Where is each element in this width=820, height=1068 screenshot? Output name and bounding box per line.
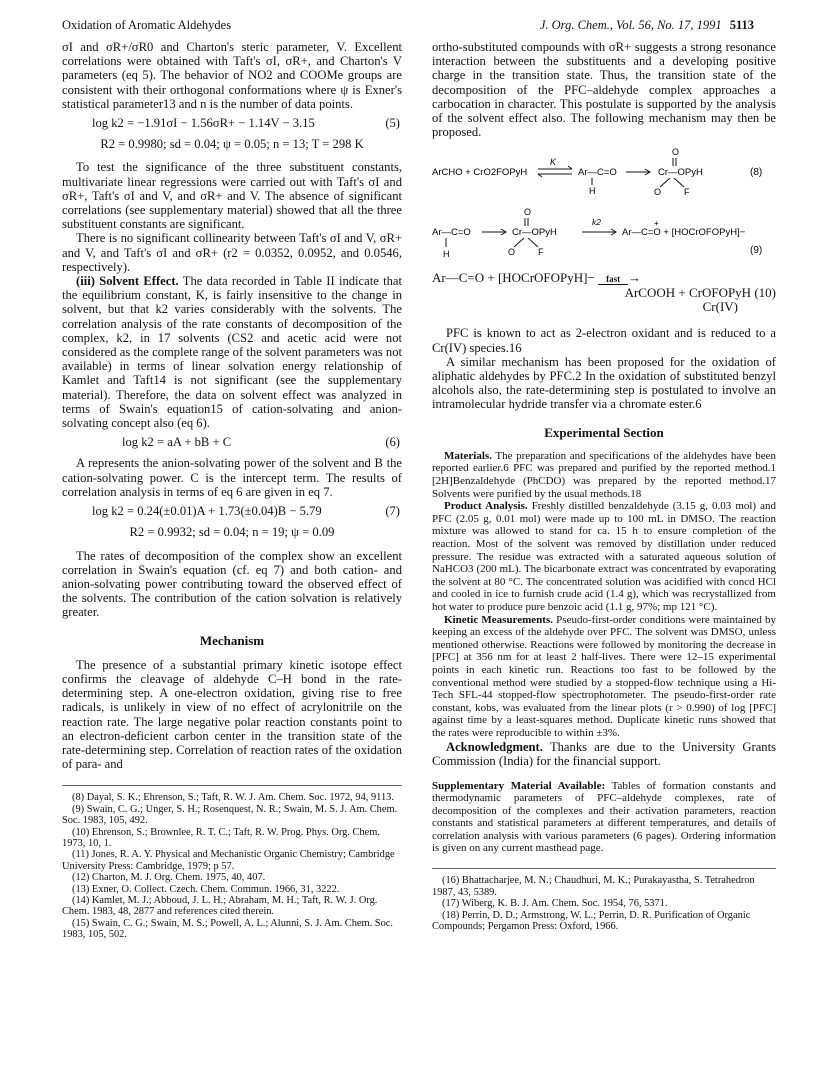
reference: (14) Kamlet, M. J.; Abboud, J. L. H.; Abraham, M. H.; Taft, R. W. J. Org. Chem. 1983, 48, 2877 and references cited therein.: [62, 895, 378, 918]
paragraph: A similar mechanism has been proposed for the oxidation of aliphatic aldehydes by PFC.2 In the oxidation of substituted benzyl alcohols also, the rate-determining step is postulated to involve an intramolecular hydride transfer via a chromate ester.6: [432, 354, 776, 412]
equation-10-line-1: Ar—C=O + [HOCrOFOPyH]− fast →: [432, 270, 642, 286]
fluoride-label: F: [538, 247, 544, 258]
scheme-8-drawing: [432, 147, 776, 199]
equation-6: [62, 435, 402, 449]
supplementary-heading: Supplementary Material Available:: [432, 779, 606, 792]
oxygen-label: O: [508, 247, 516, 258]
reference: (8) Dayal, S. K.; Ehrenson, S.; Taft, R. W. J. Am. Chem. Soc. 1972, 94, 9113.: [72, 792, 394, 804]
subsection-heading: Materials.: [444, 449, 492, 462]
scheme-reactant: Ar—C=O: [432, 227, 471, 239]
paragraph: σI and σR+/σR0 and Charton's steric parameter, V. Excellent correlations were obtained with Taft's σI, σR+, and Charton's V parameters (eq 5). The behavior of NO2 and COOMe groups are consistent with their orthogonal conformations where ψ is Exner's statistical parameter13 and n is the number of data points.: [62, 40, 402, 111]
left-column: [62, 40, 402, 941]
reference: (12) Charton, M. J. Org. Chem. 1975, 40, 407.: [72, 872, 266, 884]
oxo-label: O: [524, 207, 532, 218]
chromium-center: Cr—OPyH: [512, 227, 557, 239]
equation-number: (9): [750, 245, 763, 257]
rate-constant-label: k2: [592, 217, 601, 228]
oxygen-label: O: [654, 187, 662, 198]
scheme-products: Ar—C=O + [HOCrOFOPyH]−: [622, 227, 746, 239]
paragraph: The rates of decomposition of the complex show an excellent correlation in Swain's equation (cf. eq 7) and both cation- and anion-solvating power contributing toward the observed effect of the solvents. The contribution of the cation solvation is relatively greater.: [62, 548, 402, 620]
equation-text: log k2 = 0.24(±0.01)A + 1.73(±0.04)B − 5.79: [92, 504, 322, 519]
reference: (9) Swain, C. G.; Unger, S. H.; Rosenquest, N. R.; Swain, M. S. J. Am. Chem. Soc. 1983, 105, 492.: [62, 803, 398, 827]
reference: (15) Swain, C. G.; Swain, M. S.; Powell, A. L.; Alunni, S. J. Am. Chem. Soc. 1983, 105, 502.: [62, 917, 393, 941]
reference: (10) Ehrenson, S.; Brownlee, R. T. C.; Taft, R. W. Prog. Phys. Org. Chem. 1973, 10, 1.: [62, 826, 380, 849]
equation-number: (5): [385, 116, 400, 131]
reference: (11) Jones, R. A. Y. Physical and Mechanistic Organic Chemistry; Cambridge University Press: Cambridge, 1979; p 57.: [62, 849, 395, 872]
fluoride-label: F: [684, 187, 690, 198]
paragraph: [432, 450, 776, 500]
page-number: 5113: [729, 18, 754, 32]
equation-text: log k2 = −1.91σI − 1.56σR+ − 1.14V − 3.15: [92, 116, 315, 131]
paragraph-text: Pseudo-first-order conditions were maintained by keeping an excess of the aldehyde over PFC. The solvent was DMSO, unless mentioned otherwise. Reactions were followed by monitoring the decrease in [PFC] at 356 nm for at least 2 half-lives. There were 12–15 experimental points in each kinetic run. Reactions too fast to be followed by the conventional method were studied by a stopped-flow technique using a Hi-Tech SFL-44 stopped-flow spectrophotometer. The pseudo-first-order rate constant, kobs, was evaluated from the linear plots (r > 0.990) of log [PFC] against time by a least-squares method. Duplicate kinetic runs showed that the rates were reproducible to within ±3%.: [432, 613, 776, 739]
paragraph: [62, 274, 402, 430]
paragraph: [432, 500, 776, 613]
equation-10: [432, 271, 776, 314]
running-head-journal: [540, 18, 754, 33]
reaction-scheme-8: [432, 147, 776, 199]
scheme-reactants: ArCHO + CrO2FOPyH: [432, 167, 528, 179]
paragraph: A represents the anion-solvating power of the solvent and B the cation-solvating power. C is the intercept term. The results of correlation analysis in terms of eq 6 are given in eq 7.: [62, 456, 402, 499]
paragraph-text: Freshly distilled benzaldehyde (3.15 g, 0.03 mol) and PFC (2.05 g, 0.01 mol) were made up to 100 mL in DMSO. The reaction mixture was allowed to stand for ca. 15 h to ensure completion of the reaction. Most of the solvent was removed by distillation under reduced pressure. The residue was extracted with a saturated aqueous solution of NaHCO3 (200 mL). The bicarbonate extract was concentrated by evaporating the solvent at 80 °C. The concentrated solution was acidified with concd HCl and cooled in ice to furnish crude acid (1.4 g), which was recrystallized from hot water to produce pure benzoic acid (1.1 g, 97%; mp 121 °C).: [432, 500, 777, 613]
reaction-scheme-9: [432, 207, 776, 263]
supplementary-text: Tables of formation constants and thermodynamic parameters of PFC–aldehyde complexes, rate of decomposition of the complexes and their activation parameters, reaction constants and statistical parameters at different temperatures, and details of correlation analysis with various parameters (6 pages). Ordering information is given on any current masthead page.: [432, 779, 776, 854]
equation-10-line-3: Cr(IV): [702, 299, 738, 315]
paragraph: There is no significant collinearity between Taft's σI and V, σR+ and V, and Taft's σI and σR+ (r2 = 0.0352, 0.0952, and 0.0546, respectively).: [62, 231, 402, 274]
equation-number: (6): [385, 435, 400, 450]
paragraph-text: The data recorded in Table II indicate that the equilibrium constant, K, is fairly insensitive to the change in solvent, but that k2 varies considerably with the solvents. The correlation analysis of the rate constants of decomposition of the complex, k2, in 17 solvents (CS2 and acetic acid were not considered as the complete range of the solvent parameters was not available) in terms of linear solvation energy relationship of Kamlet and Taft14 is not significant (see the supplementary material). Therefore, the data on solvent effect was analyzed in terms of Swain's equation15 of cation-solvating and anion-solvating concept also (eq 6).: [62, 274, 402, 431]
equation-text: log k2 = aA + bB + C: [122, 435, 232, 450]
oxo-label: O: [672, 147, 680, 158]
footnote-references: [62, 785, 402, 940]
acknowledgment-heading: Acknowledgment.: [446, 739, 543, 754]
equilibrium-constant-label: K: [550, 157, 557, 168]
subsection-heading: Kinetic Measurements.: [444, 613, 553, 626]
equation-number: (7): [385, 504, 400, 519]
equation-5: [62, 116, 402, 130]
hydrogen-label: H: [443, 249, 450, 260]
acknowledgment-text: Thanks are due to the University Grants Commission (India) for the financial support.: [432, 739, 776, 768]
section-heading-mechanism: Mechanism: [199, 632, 265, 648]
equation-7-stats: R2 = 0.9932; sd = 0.04; n = 19; ψ = 0.09: [129, 525, 335, 540]
subsection-heading: (iii) Solvent Effect.: [76, 274, 179, 289]
equation-text: ArCOOH + CrOFOPyH: [624, 285, 752, 301]
paragraph: To test the significance of the three substituent constants, multivariate linear regressions were carried out with Taft's σI and σR+, Taft's σI and V, and σR+ and V. The absence of significant correlations (see supplementary material) showed that all the three substituent constants are significant.: [62, 160, 402, 232]
scheme-intermediate: Ar—C=O: [578, 167, 617, 179]
paragraph: [432, 614, 776, 740]
journal-citation: J. Org. Chem., Vol. 56, No. 17, 1991: [539, 18, 722, 32]
fast-arrow-label: fast: [598, 274, 628, 285]
paragraph: PFC is known to act as 2-electron oxidant and is reduced to a Cr(IV) species.16: [432, 326, 776, 355]
paragraph: The presence of a substantial primary kinetic isotope effect confirms the cleavage of aldehyde C–H bond in the rate-determining step. A one-electron oxidation, giving rise to free radicals, is unlikely in view of no effect of acrylonitrile on the reaction rate. The large negative polar reaction constants point to an electron-deficient carbon center in the transition state of the rate-determining step. Correlation of reaction rates of the oxidation of para- and: [62, 657, 402, 772]
reference: (18) Perrin, D. D.; Armstrong, W. L.; Perrin, D. R. Purification of Organic Compounds; Pergamon Press: Oxford, 1966.: [432, 909, 751, 932]
acknowledgment: [432, 740, 776, 768]
right-column: [432, 40, 776, 932]
equation-7: [62, 504, 402, 518]
reference: (13) Exner, O. Collect. Czech. Chem. Commun. 1966, 31, 3222.: [72, 883, 340, 895]
chromium-center: Cr—OPyH: [658, 167, 703, 179]
supplementary-material: [432, 780, 776, 854]
hydrogen-label: H: [589, 186, 596, 197]
equation-10-line-2: [432, 286, 776, 300]
equation-number: (8): [750, 167, 763, 179]
paragraph-text: The preparation and specifications of the aldehydes have been reported earlier.6 PFC was prepared and purified by the reported method.1 [2H]Benzaldehyde (PhCDO) was prepared by the reported method.17 Solvents were purified by the usual methods.18: [432, 449, 776, 500]
equation-5-stats: R2 = 0.9980; sd = 0.04; ψ = 0.05; n = 13; T = 298 K: [100, 137, 364, 152]
footnote-references: [432, 868, 776, 932]
plus-charge-mark: +: [654, 219, 659, 229]
reference: (16) Bhattacharjee, M. N.; Chaudhuri, M. K.; Purakayastha, S. Tetrahedron 1987, 43, 5389.: [432, 875, 755, 898]
paragraph: ortho-substituted compounds with σR+ suggests a strong resonance interaction between the substituents and a developing positive charge in the transition state. Thus, the transition state of the decomposition of the PFC–aldehyde complex approaches a carbocation in character. This postulate is supported by the analysis of the solvent effect also. The following mechanism may then be proposed.: [432, 40, 776, 140]
subsection-heading: Product Analysis.: [444, 500, 528, 513]
equation-text: Ar—C=O + [HOCrOFOPyH]−: [432, 270, 595, 286]
running-head-title: Oxidation of Aromatic Aldehydes: [62, 18, 232, 32]
scheme-9-drawing: [432, 207, 776, 263]
equation-number: (10): [754, 285, 776, 301]
experimental-body: [432, 450, 776, 740]
reference: (17) Wiberg, K. B. J. Am. Chem. Soc. 1954, 76, 5371.: [442, 898, 668, 910]
section-heading-experimental: Experimental Section: [544, 424, 664, 440]
